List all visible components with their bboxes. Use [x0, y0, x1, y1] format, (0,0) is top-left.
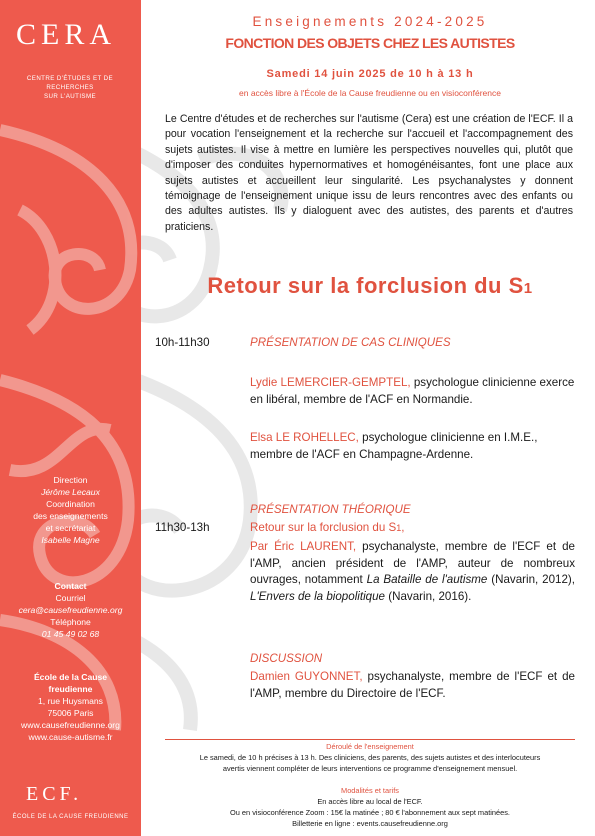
ecf-logo: ECF. — [26, 783, 83, 805]
talk-title: Retour sur la forclusion du S1, — [250, 521, 405, 534]
sidebar — [0, 0, 141, 836]
website-link-autisme[interactable]: www.cause-autisme.fr — [28, 732, 113, 742]
direction-block: Direction Jérôme Lecaux Coordination des enseignements et secrétariat Isabelle Magne — [0, 474, 141, 546]
footer-deroule: Déroulé de l'enseignement Le samedi, de 10 h précises à 13 h. Des cliniciens, des parents, des sujets autistes et des interlocuteurs avertis viennent compléter de leurs interventions ce programme d'enseignement mensuel. — [199, 742, 541, 773]
series-title: Enseignements 2024-2025 — [252, 14, 488, 29]
time-slot-morning: 10h-11h30 — [155, 336, 210, 349]
contact-title: Contact — [54, 581, 87, 591]
speaker-name: Par Éric LAURENT, — [250, 540, 357, 553]
cera-logo: CERA — [16, 18, 117, 51]
book-title: La Bataille de l'autisme — [366, 573, 488, 587]
speaker-le-rohellec: Elsa LE ROHELLEC, psychologue clinicienne en I.M.E., membre de l'ACF en Champagne-Ardenne. — [250, 431, 538, 461]
speaker-lemercier: Lydie LEMERCIER-GEMPTEL, psychologue clinicienne exerce en libéral, membre de l'ACF en Normandie. — [250, 376, 575, 406]
intro-paragraph: Le Centre d'études et de recherches sur l'autisme (Cera) est une création de l'ECF. Il a pour vocation l'enseignement et la recherche sur l'accueil et l'accompagnement des sujets autistes. Il vise à mettre en lumière les perspectives nouvelles qui, plutôt que d'imposer des conduites hypernormatives et homogénéisantes, font une place aux sujets autistes et accueillent leur singularité. Les psychanalystes y donnent témoignage de l'enseignement unique issu de leurs rencontres avec des enfants ou des adultes autistes. Ils y dialoguent avec des autistes, des parents et d'autres praticiens. — [165, 113, 573, 233]
main-title: Retour sur la forclusion du S1 — [207, 273, 533, 298]
contact-email-link[interactable]: cera@causefreudienne.org — [18, 605, 123, 615]
contact-phone: 01 45 49 02 68 — [41, 629, 100, 639]
access-info: en accès libre à l'École de la Cause freudienne ou en visioconférence — [239, 88, 501, 98]
speaker-laurent: Par Éric LAURENT, psychanalyste, membre de l'ECF et de l'AMP, ancien président de l'AMP, auteur de nombreux ouvrages, notamment La Bataille de l'autisme (Navarin, 2012), L'Envers de la biopolitique (Navarin, 2016). — [250, 540, 576, 603]
director-name: Jérôme Lecaux — [41, 487, 100, 497]
time-slot-late: 11h30-13h — [155, 521, 210, 534]
footer-tarifs: Modalités et tarifs En accès libre au local de l'ECF. Ou en visioconférence Zoom : 15€ la matinée ; 80 € l'abonnement aux sept matinées. Billetterie en ligne : events.causefreudienne.org — [145, 785, 595, 829]
course-title: FONCTION DES OBJETS CHEZ LES AUTISTES — [225, 35, 515, 51]
section-presentation-theorique: PRÉSENTATION THÉORIQUE — [250, 503, 411, 516]
ecf-logo-subtitle: ÉCOLE DE LA CAUSE FREUDIENNE — [12, 814, 129, 820]
website-link-ecf[interactable]: www.causefreudienne.org — [21, 720, 120, 730]
speaker-guyonnet: Damien GUYONNET, psychanalyste, membre de l'ECF et de l'AMP, membre du Directoire de l'ECF. — [250, 670, 575, 700]
contact-block: Contact Courriel cera@causefreudienne.org Téléphone 01 45 49 02 68 — [0, 580, 141, 640]
cera-logo-subtitle: CENTRE D'ÉTUDES ET DE RECHERCHES SUR L'AUTISME — [26, 75, 114, 100]
event-date: Samedi 14 juin 2025 de 10 h à 13 h — [266, 68, 474, 80]
speaker-name: Lydie LEMERCIER-GEMPTEL, — [250, 376, 411, 389]
section-cas-cliniques: PRÉSENTATION DE CAS CLINIQUES — [250, 336, 451, 349]
coordinator-name: Isabelle Magne — [41, 535, 100, 545]
ticketing-link[interactable]: Billetterie en ligne : events.causefreudienne.org — [292, 819, 448, 828]
school-block: École de la Cause freudienne 1, rue Huysmans 75006 Paris www.causefreudienne.org www.cause-autisme.fr — [0, 671, 141, 743]
section-discussion: DISCUSSION — [250, 652, 323, 665]
footer-divider — [165, 739, 575, 740]
speaker-name: Damien GUYONNET, — [250, 670, 363, 683]
speaker-name: Elsa LE ROHELLEC, — [250, 431, 359, 444]
book-title: L'Envers de la biopolitique — [250, 589, 385, 603]
